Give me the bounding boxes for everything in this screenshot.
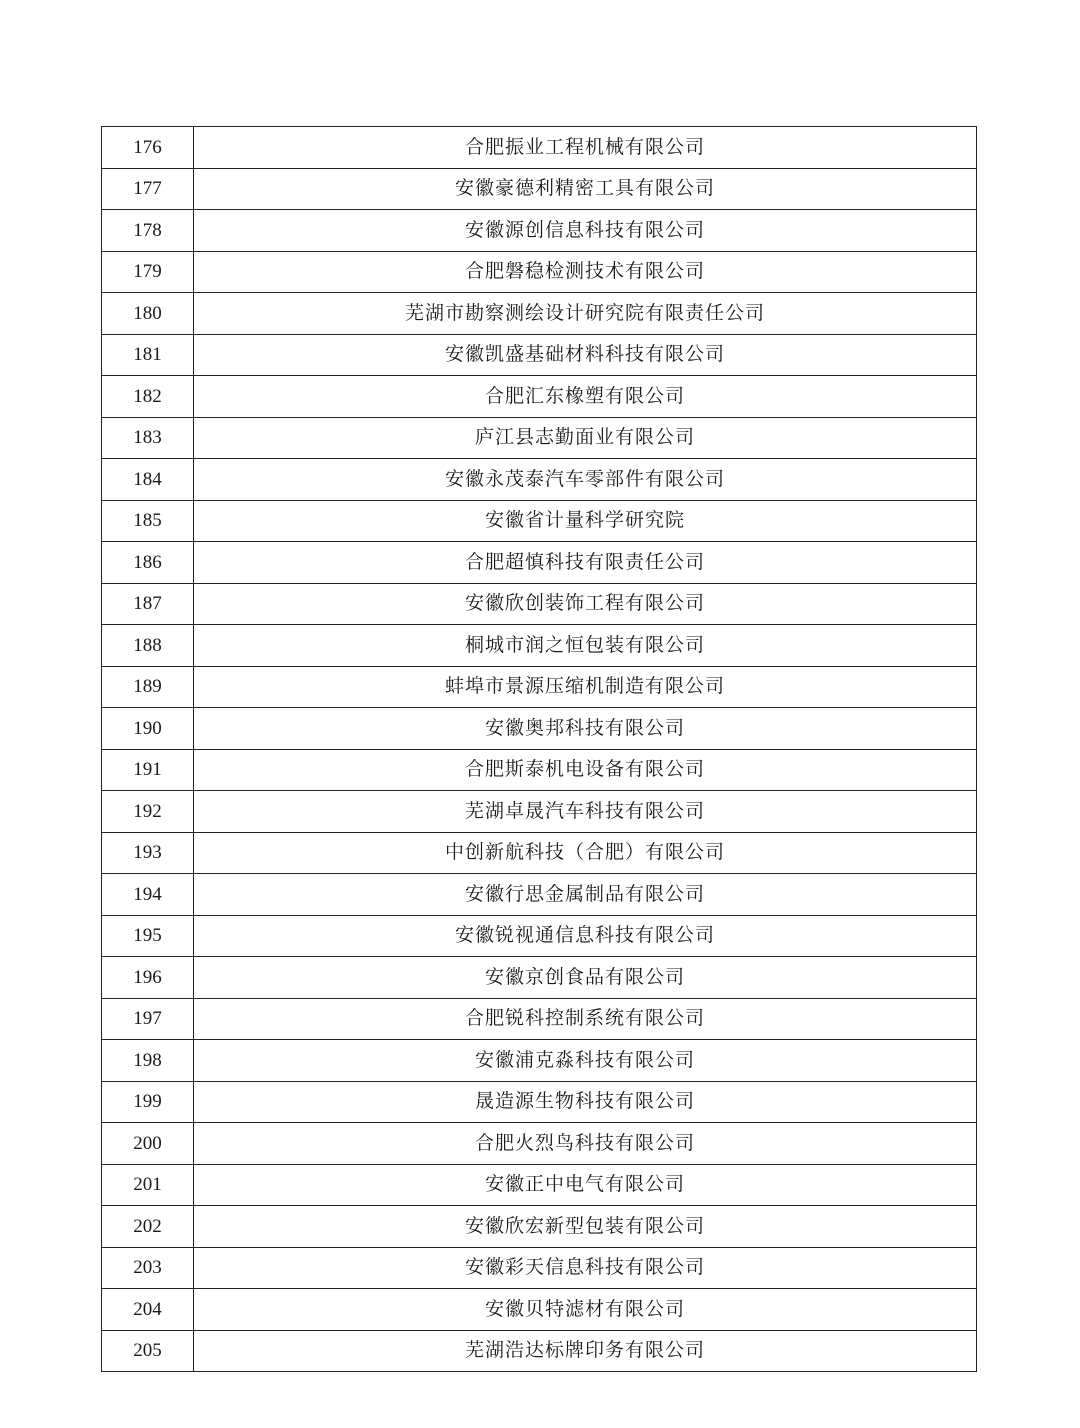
row-number: 187 (102, 583, 194, 625)
table-row (102, 293, 977, 335)
row-number: 176 (102, 127, 194, 169)
company-name: 安徽彩天信息科技有限公司 (194, 1247, 977, 1289)
row-number: 184 (102, 459, 194, 501)
company-name: 桐城市润之恒包装有限公司 (194, 625, 977, 667)
company-name: 合肥振业工程机械有限公司 (194, 127, 977, 169)
table-row (102, 168, 977, 210)
company-name: 安徽源创信息科技有限公司 (194, 210, 977, 252)
table-row (102, 334, 977, 376)
table-row (102, 1123, 977, 1165)
row-number: 204 (102, 1289, 194, 1331)
row-number: 191 (102, 749, 194, 791)
company-name: 合肥磐稳检测技术有限公司 (194, 251, 977, 293)
company-name: 安徽贝特滤材有限公司 (194, 1289, 977, 1331)
table-row (102, 127, 977, 169)
row-number: 183 (102, 417, 194, 459)
table-row (102, 1081, 977, 1123)
table-row (102, 1330, 977, 1372)
table-row (102, 625, 977, 667)
row-number: 188 (102, 625, 194, 667)
table-row (102, 500, 977, 542)
row-number: 190 (102, 708, 194, 750)
row-number: 185 (102, 500, 194, 542)
row-number: 194 (102, 874, 194, 916)
table-row (102, 708, 977, 750)
company-name: 安徽锐视通信息科技有限公司 (194, 915, 977, 957)
company-list-table (101, 126, 977, 1372)
table-row (102, 542, 977, 584)
table-row (102, 791, 977, 833)
row-number: 180 (102, 293, 194, 335)
row-number: 198 (102, 1040, 194, 1082)
row-number: 192 (102, 791, 194, 833)
company-name: 安徽奥邦科技有限公司 (194, 708, 977, 750)
company-name: 合肥火烈鸟科技有限公司 (194, 1123, 977, 1165)
table-row (102, 1040, 977, 1082)
company-name: 安徽豪德利精密工具有限公司 (194, 168, 977, 210)
company-name: 安徽凯盛基础材料科技有限公司 (194, 334, 977, 376)
row-number: 193 (102, 832, 194, 874)
company-name: 蚌埠市景源压缩机制造有限公司 (194, 666, 977, 708)
company-name: 安徽欣创装饰工程有限公司 (194, 583, 977, 625)
table-body (102, 127, 977, 1372)
table-row (102, 1289, 977, 1331)
table-row (102, 1206, 977, 1248)
company-name: 芜湖浩达标牌印务有限公司 (194, 1330, 977, 1372)
row-number: 179 (102, 251, 194, 293)
row-number: 199 (102, 1081, 194, 1123)
table-row (102, 1247, 977, 1289)
row-number: 182 (102, 376, 194, 418)
table-row (102, 957, 977, 999)
table-row (102, 998, 977, 1040)
table-row (102, 749, 977, 791)
row-number: 181 (102, 334, 194, 376)
row-number: 202 (102, 1206, 194, 1248)
company-name: 安徽省计量科学研究院 (194, 500, 977, 542)
table-row (102, 874, 977, 916)
company-name: 晟造源生物科技有限公司 (194, 1081, 977, 1123)
row-number: 197 (102, 998, 194, 1040)
company-name: 芜湖卓晟汽车科技有限公司 (194, 791, 977, 833)
company-name: 中创新航科技（合肥）有限公司 (194, 832, 977, 874)
row-number: 195 (102, 915, 194, 957)
table-row (102, 666, 977, 708)
company-name: 庐江县志勤面业有限公司 (194, 417, 977, 459)
company-name: 安徽浦克淼科技有限公司 (194, 1040, 977, 1082)
company-name: 合肥斯泰机电设备有限公司 (194, 749, 977, 791)
table-row (102, 915, 977, 957)
row-number: 177 (102, 168, 194, 210)
company-name: 安徽欣宏新型包装有限公司 (194, 1206, 977, 1248)
row-number: 189 (102, 666, 194, 708)
table-row (102, 832, 977, 874)
row-number: 200 (102, 1123, 194, 1165)
table-row (102, 376, 977, 418)
table-row (102, 417, 977, 459)
row-number: 205 (102, 1330, 194, 1372)
table-row (102, 583, 977, 625)
company-name: 合肥超慎科技有限责任公司 (194, 542, 977, 584)
row-number: 178 (102, 210, 194, 252)
row-number: 201 (102, 1164, 194, 1206)
row-number: 186 (102, 542, 194, 584)
table-row (102, 459, 977, 501)
company-name: 安徽京创食品有限公司 (194, 957, 977, 999)
company-name: 合肥汇东橡塑有限公司 (194, 376, 977, 418)
company-name: 安徽行思金属制品有限公司 (194, 874, 977, 916)
table-row (102, 251, 977, 293)
company-name: 合肥锐科控制系统有限公司 (194, 998, 977, 1040)
table-row (102, 210, 977, 252)
company-name: 安徽正中电气有限公司 (194, 1164, 977, 1206)
row-number: 203 (102, 1247, 194, 1289)
company-name: 芜湖市勘察测绘设计研究院有限责任公司 (194, 293, 977, 335)
row-number: 196 (102, 957, 194, 999)
company-name: 安徽永茂泰汽车零部件有限公司 (194, 459, 977, 501)
table-row (102, 1164, 977, 1206)
